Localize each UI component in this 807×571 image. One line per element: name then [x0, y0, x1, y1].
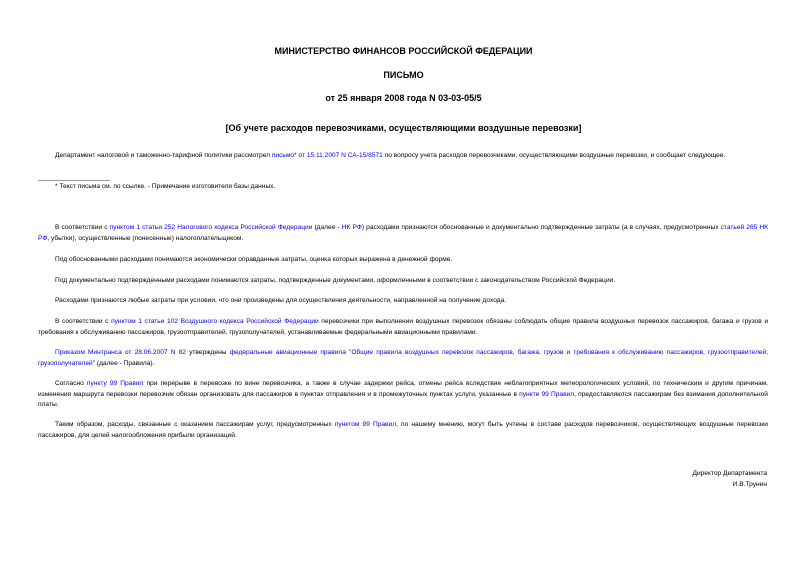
p8-text-2: , по нашему мнению, могут быть учтены в составе расходов перевозчиков, осуществляющих воздушные перевозки пассажиров, для целей налогообложения прибыли организаций. [38, 421, 768, 439]
document-date-number: от 25 января 2008 года N 03-03-05/5 [325, 93, 482, 103]
p7-text-2: при перерыве в перевозке по вине перевозчика, а также в случае задержки рейса, отмены рейса вследствие неблагоприятных метеорологических условий, по техническим и другим причинам, изменения маршрута перевозки перевозчик обязан организовать для пассажиров в пунктах отправления и в промежуточных пунктах услуги, указанные в [38, 380, 768, 398]
p7-text-3: , предоставляются пассажирам без взимания дополнительной платы. [38, 390, 768, 408]
p1-text-2: (далее - [312, 224, 342, 231]
signature-name: И.В.Трунин [732, 481, 767, 488]
rule-99-link-3[interactable]: пунктом 99 Правил [334, 421, 397, 428]
p8-text-1: Таким образом, расходы, связанные с оказанием пассажирам услуг, предусмотренных [55, 421, 335, 428]
footnote-separator [38, 180, 110, 181]
p5-text-2: перевозчики при выполнении воздушных перевозок обязаны соблюдать общие правила воздушных перевозок пассажиров, багажа и грузов и требования к обслуживанию пассажиров, грузоотправителей, грузополучателей, устанавливаемые федеральными авиационными правилами. [38, 318, 768, 336]
paragraph-8 [38, 420, 768, 441]
document-subject: [Об учете расходов перевозчиками, осуществляющими воздушные перевозки] [225, 123, 582, 133]
tax-code-265-link[interactable]: статьей 265 НК РФ [38, 224, 769, 242]
paragraph-1 [38, 223, 768, 244]
tax-code-link[interactable]: НК РФ [341, 224, 362, 231]
intro-text-1: Департамент налоговой и таможенно-тарифной политики рассмотрел [55, 152, 272, 159]
p1-text-1: В соответствии с [55, 224, 110, 231]
letter-link[interactable]: письмо* от 15.11.2007 N СА-15/8571 [271, 152, 383, 159]
ministry-heading: МИНИСТЕРСТВО ФИНАНСОВ РОССИЙСКОЙ ФЕДЕРАЦИИ [274, 46, 533, 56]
paragraph-5 [38, 317, 768, 338]
paragraph-4: Расходами признаются любые затраты при условии, что они произведены для осуществления деятельности, направленной на получение дохода. [55, 297, 507, 304]
mintrans-order-link[interactable]: Приказом Минтранса от 28.06.2007 N 82 [55, 349, 186, 356]
p5-text-1: В соответствии с [55, 318, 112, 325]
p1-text-3: ) расходами признаются обоснованные и документально подтвержденные затраты (а в случаях, предусмотренных [361, 224, 721, 231]
rule-99-link[interactable]: пункту 99 Правил [86, 380, 144, 387]
aviation-rules-link[interactable]: федеральные авиационные правила "Общие правила воздушных перевозок пассажиров, багажа, грузов и требования к обслуживанию пассажиров, грузоотправителей, грузополучателей" [38, 349, 768, 367]
signature-position: Директор Департамента [692, 470, 767, 477]
intro-text-2: по вопросу учета расходов перевозчиками, осуществляющими воздушные перевозки, и сообщает следующее. [382, 152, 726, 159]
intro-paragraph [38, 151, 768, 162]
paragraph-6 [38, 348, 768, 369]
paragraph-7 [38, 379, 768, 411]
footnote: * Текст письма см. по ссылке. - Примечание изготовителя базы данных. [55, 183, 276, 190]
tax-code-252-link[interactable]: пунктом 1 статьи 252 Налогового кодекса Российской Федерации [109, 224, 313, 231]
air-code-102-link[interactable]: пунктом 1 статьи 102 Воздушного кодекса Российской Федерации [111, 318, 319, 325]
p7-text-1: Согласно [55, 380, 87, 387]
rule-99-link-2[interactable]: пункте 99 Правил [519, 390, 575, 398]
paragraph-3: Под документально подтвержденными расходами понимаются затраты, подтвержденные документами, оформленными в соответствии с законодательством Российской Федерации. [55, 277, 616, 284]
p6-text-1: утверждены [185, 349, 230, 356]
p1-text-4: , убытки), осуществленные (понесенные) налогоплательщиком. [47, 234, 244, 242]
p6-text-2: (далее - Правила). [95, 359, 155, 367]
document-type: ПИСЬМО [383, 70, 424, 80]
paragraph-2: Под обоснованными расходами понимаются экономически оправданные затраты, оценка которых выражена в денежной форме. [55, 256, 453, 263]
